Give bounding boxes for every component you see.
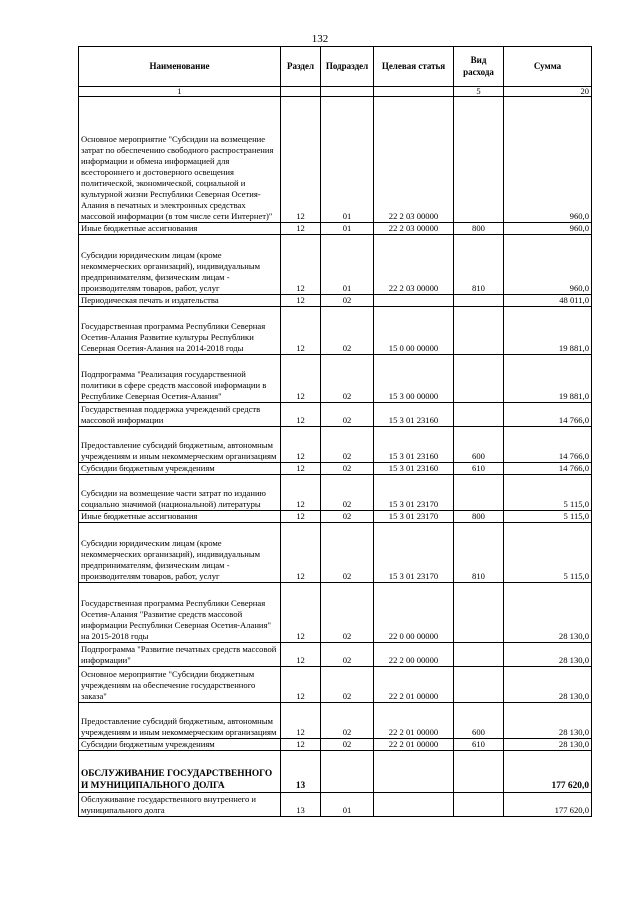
row-sum: 5 115,0: [504, 523, 592, 583]
row-name: Государственная программа Республики Северная Осетия-Алания Развитие культуры Республики Северная Осетия-Алания на 2014-2018 годы: [79, 307, 281, 355]
row-vid: 800: [454, 511, 504, 523]
row-vid: [454, 355, 504, 403]
row-razdel: 12: [281, 235, 321, 295]
row-sum: 960,0: [504, 223, 592, 235]
row-vid: [454, 307, 504, 355]
row-name: Субсидии бюджетным учреждениям: [79, 739, 281, 751]
row-name: Обслуживание государственного внутреннего и муниципального долга: [79, 793, 281, 817]
row-podrazdel: 01: [321, 223, 374, 235]
row-podrazdel: 02: [321, 643, 374, 667]
row-sum: 5 115,0: [504, 511, 592, 523]
table-row: [79, 97, 592, 223]
row-name: Предоставление субсидий бюджетным, автономным учреждениям и иным некоммерческим организациям: [79, 427, 281, 463]
table-row: [79, 223, 592, 235]
row-target: 15 3 01 23160: [374, 463, 454, 475]
table-row: [79, 307, 592, 355]
row-vid: 800: [454, 223, 504, 235]
index-cell: [281, 87, 321, 97]
row-sum: 28 130,0: [504, 667, 592, 703]
table-row: [79, 475, 592, 511]
row-target: 22 2 01 00000: [374, 703, 454, 739]
row-razdel: 12: [281, 511, 321, 523]
row-target: 15 0 00 00000: [374, 307, 454, 355]
index-cell: 1: [79, 87, 281, 97]
header-podrazdel: Подраздел: [321, 47, 374, 87]
header-sum: Сумма: [504, 47, 592, 87]
row-target: 22 2 03 00000: [374, 235, 454, 295]
header-razdel: Раздел: [281, 47, 321, 87]
row-sum: 19 881,0: [504, 355, 592, 403]
index-cell: [321, 87, 374, 97]
row-vid: 600: [454, 703, 504, 739]
row-podrazdel: 02: [321, 523, 374, 583]
row-sum: 177 620,0: [504, 793, 592, 817]
header-name: Наименование: [79, 47, 281, 87]
table-row: [79, 667, 592, 703]
row-podrazdel: 02: [321, 463, 374, 475]
row-podrazdel: 01: [321, 235, 374, 295]
row-razdel: 12: [281, 355, 321, 403]
table-row: [79, 739, 592, 751]
row-vid: 610: [454, 463, 504, 475]
row-podrazdel: 02: [321, 355, 374, 403]
row-razdel: 12: [281, 97, 321, 223]
table-row: [79, 523, 592, 583]
table-row: [79, 703, 592, 739]
row-vid: [454, 667, 504, 703]
row-razdel: 12: [281, 223, 321, 235]
header-target: Целевая статья: [374, 47, 454, 87]
row-target: 15 3 01 23170: [374, 523, 454, 583]
row-vid: [454, 475, 504, 511]
row-vid: [454, 295, 504, 307]
row-podrazdel: 02: [321, 667, 374, 703]
row-vid: [454, 793, 504, 817]
row-podrazdel: 01: [321, 97, 374, 223]
row-podrazdel: 02: [321, 739, 374, 751]
table-row: [79, 511, 592, 523]
row-name: Субсидии юридическим лицам (кроме некоммерческих организаций), индивидуальным предпринимателям, физическим лицам - производителям товаров, работ, услуг: [79, 235, 281, 295]
row-target: 15 3 01 23160: [374, 427, 454, 463]
row-sum: 960,0: [504, 97, 592, 223]
row-sum: 177 620,0: [504, 751, 592, 793]
row-target: [374, 793, 454, 817]
table-row: [79, 295, 592, 307]
row-name: ОБСЛУЖИВАНИЕ ГОСУДАРСТВЕННОГО И МУНИЦИПАЛЬНОГО ДОЛГА: [79, 751, 281, 793]
row-target: 22 2 01 00000: [374, 667, 454, 703]
table-row: [79, 583, 592, 643]
table-row: [79, 403, 592, 427]
row-razdel: 12: [281, 427, 321, 463]
row-razdel: 12: [281, 307, 321, 355]
row-target: 22 2 03 00000: [374, 97, 454, 223]
page-number: 132: [311, 33, 329, 45]
row-name: Иные бюджетные ассигнования: [79, 511, 281, 523]
row-podrazdel: 02: [321, 427, 374, 463]
row-podrazdel: 02: [321, 583, 374, 643]
row-name: Основное мероприятие "Субсидии на возмещение затрат по обеспечению свободного распространения информации и обмена информацией для всестороннего и достоверного освещения политической, экономической, социальной и культурной жизни Республики Северная Осетия-Алания в печатных и электронных средствах массовой информации (в том числе сети Интернет)": [79, 97, 281, 223]
row-sum: 19 881,0: [504, 307, 592, 355]
table-row: [79, 235, 592, 295]
header-vid: Вид расхода: [454, 47, 504, 87]
row-razdel: 12: [281, 403, 321, 427]
index-row: [79, 87, 592, 97]
row-name: Предоставление субсидий бюджетным, автономным учреждениям и иным некоммерческим организациям: [79, 703, 281, 739]
row-name: Основное мероприятие "Субсидии бюджетным учреждениям на обеспечение государственного заказа": [79, 667, 281, 703]
row-vid: [454, 643, 504, 667]
row-name: Государственная поддержка учреждений средств массовой информации: [79, 403, 281, 427]
row-vid: [454, 583, 504, 643]
index-cell: 5: [454, 87, 504, 97]
row-sum: 14 766,0: [504, 463, 592, 475]
row-podrazdel: [321, 751, 374, 793]
row-vid: 810: [454, 235, 504, 295]
row-podrazdel: 02: [321, 295, 374, 307]
row-razdel: 12: [281, 667, 321, 703]
table-row: [79, 751, 592, 793]
row-target: [374, 295, 454, 307]
row-razdel: 12: [281, 703, 321, 739]
row-sum: 14 766,0: [504, 427, 592, 463]
row-target: 22 2 03 00000: [374, 223, 454, 235]
row-podrazdel: 02: [321, 703, 374, 739]
row-name: Субсидии бюджетным учреждениям: [79, 463, 281, 475]
row-razdel: 13: [281, 793, 321, 817]
table-row: [79, 355, 592, 403]
index-cell: 20: [504, 87, 592, 97]
row-target: [374, 751, 454, 793]
row-name: Периодическая печать и издательства: [79, 295, 281, 307]
row-vid: [454, 97, 504, 223]
budget-table: [78, 46, 592, 817]
row-vid: 600: [454, 427, 504, 463]
row-podrazdel: 02: [321, 403, 374, 427]
row-razdel: 12: [281, 739, 321, 751]
table-row: [79, 463, 592, 475]
index-cell: [374, 87, 454, 97]
row-sum: 28 130,0: [504, 703, 592, 739]
row-razdel: 12: [281, 295, 321, 307]
row-vid: [454, 403, 504, 427]
row-name: Подпрограмма "Развитие печатных средств массовой информации": [79, 643, 281, 667]
row-name: Субсидии юридическим лицам (кроме некоммерческих организаций), индивидуальным предпринимателям, физическим лицам - производителям товаров, работ, услуг: [79, 523, 281, 583]
row-target: 15 3 00 00000: [374, 355, 454, 403]
row-podrazdel: 02: [321, 511, 374, 523]
row-vid: 810: [454, 523, 504, 583]
row-vid: [454, 751, 504, 793]
row-name: Подпрограмма "Реализация государственной политики в сфере средств массовой информации в Республике Северная Осетия-Алания": [79, 355, 281, 403]
table-row: [79, 793, 592, 817]
row-name: Государственная программа Республики Северная Осетия-Алания "Развитие средств массовой информации Республики Северная Осетия-Алания" на 2015-2018 годы: [79, 583, 281, 643]
row-name: Иные бюджетные ассигнования: [79, 223, 281, 235]
row-sum: 14 766,0: [504, 403, 592, 427]
row-podrazdel: 02: [321, 307, 374, 355]
row-target: 15 3 01 23170: [374, 475, 454, 511]
row-razdel: 12: [281, 523, 321, 583]
header-row: [79, 47, 592, 87]
row-vid: 610: [454, 739, 504, 751]
row-razdel: 12: [281, 643, 321, 667]
row-name: Субсидии на возмещение части затрат по изданию социально значимой (национальной) литературы: [79, 475, 281, 511]
row-sum: 28 130,0: [504, 739, 592, 751]
row-target: 22 2 01 00000: [374, 739, 454, 751]
row-target: 22 2 00 00000: [374, 643, 454, 667]
row-razdel: 13: [281, 751, 321, 793]
row-target: 22 0 00 00000: [374, 583, 454, 643]
row-sum: 28 130,0: [504, 583, 592, 643]
row-razdel: 12: [281, 583, 321, 643]
row-podrazdel: 02: [321, 475, 374, 511]
table-row: [79, 643, 592, 667]
row-sum: 960,0: [504, 235, 592, 295]
row-sum: 28 130,0: [504, 643, 592, 667]
row-sum: 5 115,0: [504, 475, 592, 511]
row-razdel: 12: [281, 475, 321, 511]
row-razdel: 12: [281, 463, 321, 475]
table-row: [79, 427, 592, 463]
row-sum: 48 011,0: [504, 295, 592, 307]
row-target: 15 3 01 23160: [374, 403, 454, 427]
row-podrazdel: 01: [321, 793, 374, 817]
row-target: 15 3 01 23170: [374, 511, 454, 523]
